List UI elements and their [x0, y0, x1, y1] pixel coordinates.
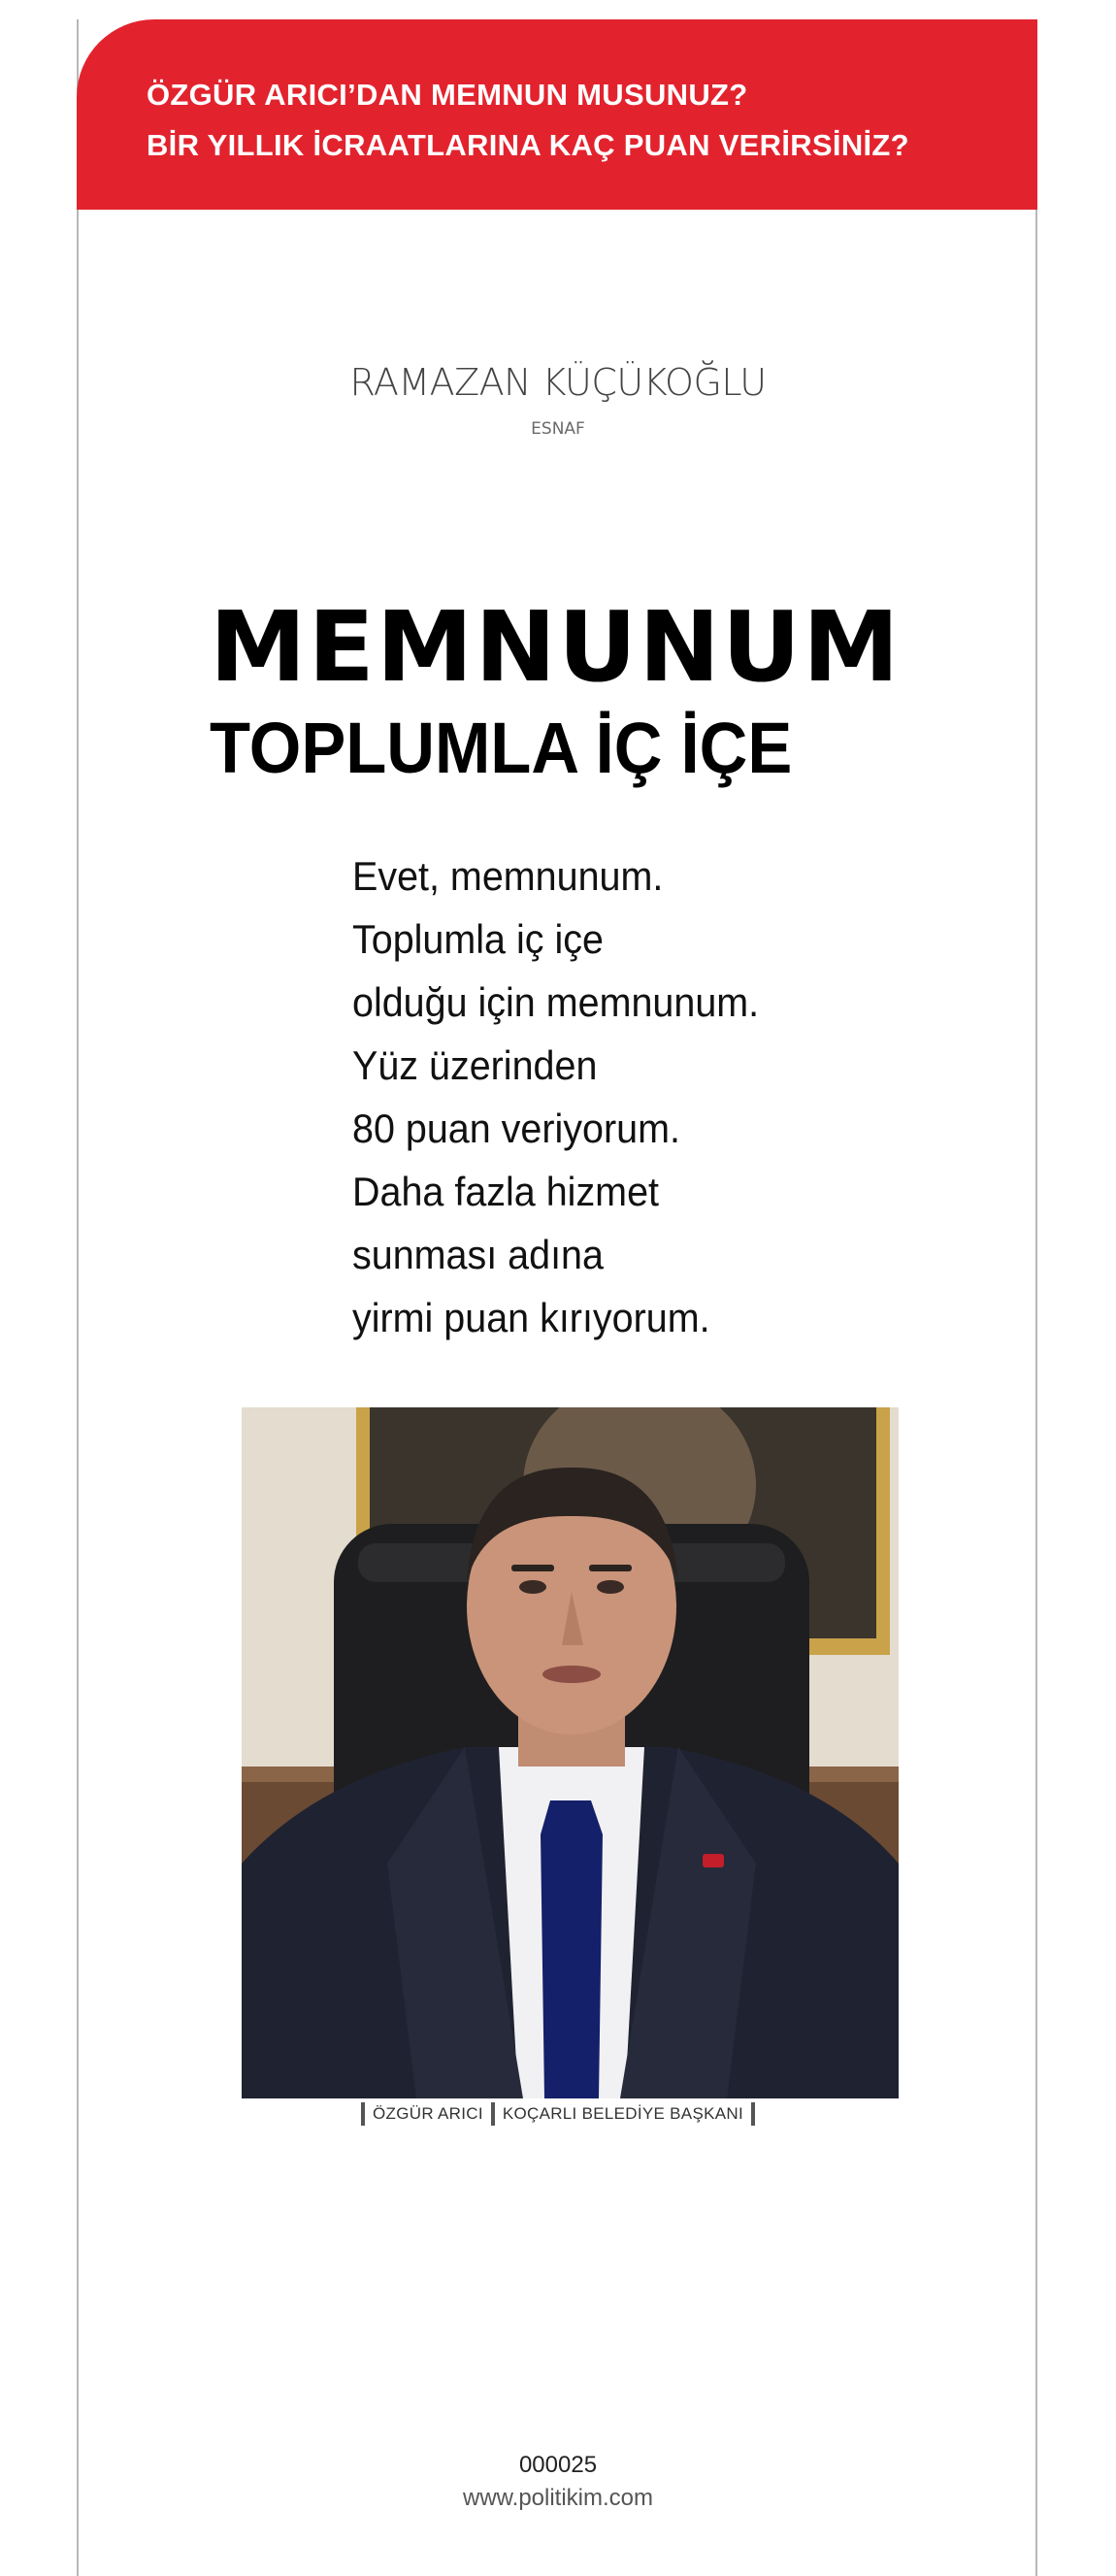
quote-text — [352, 844, 785, 1349]
quote-line: Yüz üzerinden — [352, 1042, 598, 1088]
mayor-portrait-photo — [242, 1407, 899, 2098]
banner-question-line-2: BİR YILLIK İCRAATLARINA KAÇ PUAN VERİRSİNİZ? — [147, 128, 909, 162]
subheadline: TOPLUMLA İÇ İÇE — [210, 708, 793, 788]
question-banner — [77, 19, 1037, 210]
banner-question-line-1: ÖZGÜR ARICI’DAN MEMNUN MUSUNUZ? — [147, 78, 748, 112]
respondent-name: RAMAZAN KÜÇÜKOĞLU — [349, 361, 767, 404]
caption-name: ÖZGÜR ARICI — [373, 2104, 483, 2123]
quote-line: yirmi puan kırıyorum. — [352, 1295, 710, 1340]
website-link[interactable]: www.politikim.com — [462, 2485, 654, 2511]
quote-line: Toplumla iç içe — [352, 916, 604, 962]
headline: MEMNUNUM — [210, 590, 902, 704]
quote-line: 80 puan veriyorum. — [352, 1106, 680, 1151]
quote-line: sunması adına — [352, 1232, 604, 1277]
caption-title: KOÇARLI BELEDİYE BAŞKANI — [502, 2104, 743, 2123]
serial-number: 000025 — [518, 2452, 598, 2478]
quote-line: Evet, memnunum. — [352, 853, 664, 899]
caption-divider — [491, 2102, 495, 2126]
respondent-role: ESNAF — [531, 419, 585, 439]
caption-divider — [751, 2102, 755, 2126]
quote-line: olduğu için memnunum. — [352, 979, 760, 1025]
caption-divider — [361, 2102, 365, 2126]
photo-caption — [0, 2102, 1116, 2126]
quote-line: Daha fazla hizmet — [352, 1169, 660, 1214]
